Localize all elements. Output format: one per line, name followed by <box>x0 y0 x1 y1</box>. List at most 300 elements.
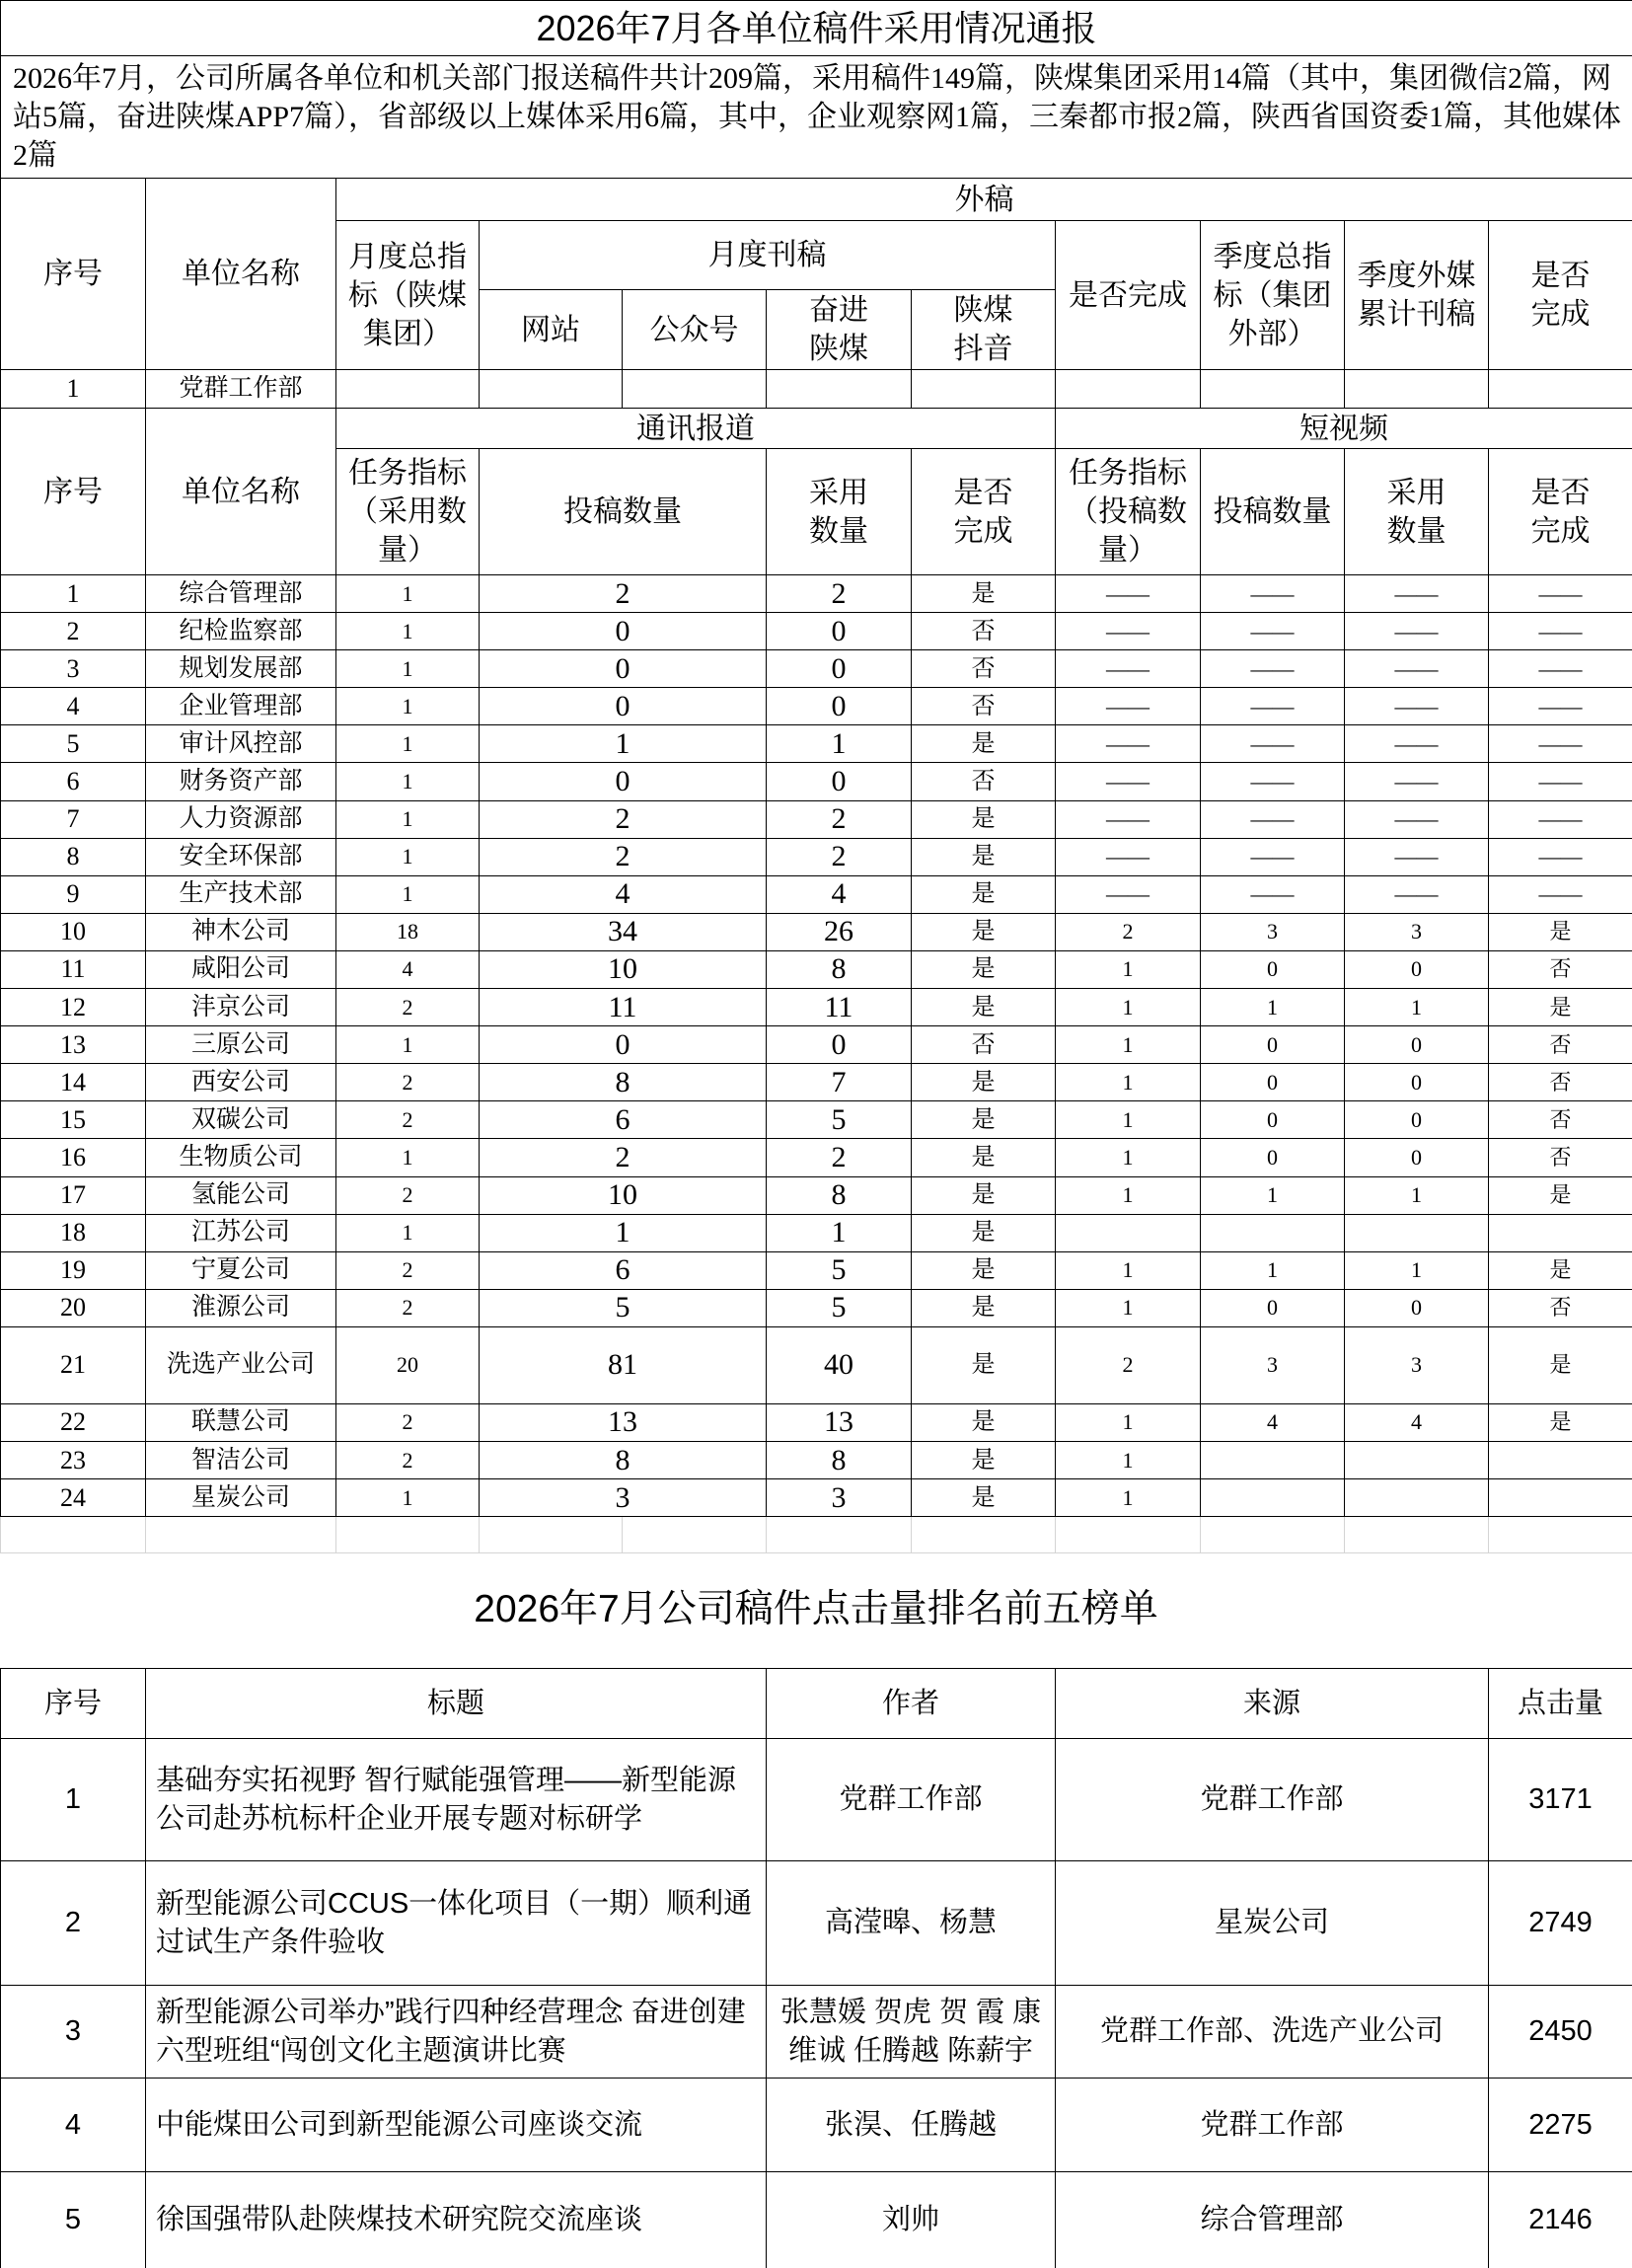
unit-row <box>1 838 1632 875</box>
empty-grid-row <box>1 1517 1632 1553</box>
video-submitted: 1 <box>1201 989 1345 1026</box>
news-adopted: 40 <box>767 1326 912 1403</box>
news-done: 是 <box>912 989 1056 1026</box>
article-title <box>146 2172 767 2268</box>
news-target: 2 <box>336 1289 480 1326</box>
video-submitted: —— <box>1201 650 1345 688</box>
article-author-text: 刘帅 <box>881 2204 939 2235</box>
video-submitted <box>1201 1479 1345 1517</box>
unit-name: 双碳公司 <box>146 1101 336 1139</box>
video-submitted: —— <box>1201 725 1345 763</box>
news-adopted: 26 <box>767 913 912 950</box>
article-source <box>1056 2079 1489 2172</box>
news-submitted: 5 <box>480 1289 767 1326</box>
header-quarter-target <box>1201 221 1345 370</box>
video-done: 否 <box>1489 1064 1632 1101</box>
news-submitted: 2 <box>480 575 767 613</box>
unit-name: 星炭公司 <box>146 1479 336 1517</box>
grid-cell <box>1345 1517 1489 1553</box>
video-target: 1 <box>1056 950 1201 988</box>
video-adopted <box>1345 1441 1489 1478</box>
unit-name: 生物质公司 <box>146 1139 336 1176</box>
row-number: 1 <box>1 370 146 409</box>
row-number: 12 <box>1 989 146 1026</box>
news-target: 1 <box>336 575 480 613</box>
header-unit: 单位名称 <box>146 409 336 575</box>
ranking-header-clicks: 点击量 <box>1489 1669 1632 1739</box>
unit-name: 西安公司 <box>146 1064 336 1101</box>
header-channel-douyin <box>912 290 1056 370</box>
unit-row <box>1 688 1632 725</box>
ranking-row <box>1 2079 1632 2172</box>
news-done: 是 <box>912 950 1056 988</box>
header-channel-website: 网站 <box>480 290 623 370</box>
header-unit: 单位名称 <box>146 179 336 370</box>
article-clicks: 2749 <box>1489 1861 1632 1986</box>
unit-row <box>1 1403 1632 1441</box>
news-submitted: 0 <box>480 650 767 688</box>
video-target: —— <box>1056 875 1201 913</box>
video-done: 否 <box>1489 1139 1632 1176</box>
ranking-header-seq: 序号 <box>1 1669 146 1739</box>
unit-row <box>1 1064 1632 1101</box>
video-adopted: 1 <box>1345 989 1489 1026</box>
news-target: 1 <box>336 725 480 763</box>
ranking-rows <box>1 1739 1632 2268</box>
news-submitted: 2 <box>480 1139 767 1176</box>
grid-cell <box>1201 1517 1345 1553</box>
video-target: 1 <box>1056 1176 1201 1214</box>
article-author-text: 高滢暤、杨慧 <box>824 1907 997 1938</box>
news-adopted: 5 <box>767 1251 912 1289</box>
news-submitted: 2 <box>480 800 767 838</box>
video-target: 2 <box>1056 1326 1201 1403</box>
news-submitted: 2 <box>480 838 767 875</box>
video-done: —— <box>1489 688 1632 725</box>
header-news-target <box>336 449 480 575</box>
header-monthly-target-text: 月度总指标（陕煤集团） <box>348 240 467 350</box>
rank-number: 1 <box>1 1739 146 1861</box>
video-target: 1 <box>1056 1139 1201 1176</box>
video-adopted: —— <box>1345 763 1489 800</box>
video-target <box>1056 1214 1201 1251</box>
unit-row <box>1 1326 1632 1403</box>
row-number: 1 <box>1 575 146 613</box>
row-number: 21 <box>1 1326 146 1403</box>
news-done: 是 <box>912 913 1056 950</box>
video-done: —— <box>1489 875 1632 913</box>
unit-row <box>1 1289 1632 1326</box>
external-row <box>1 370 1632 409</box>
news-done: 是 <box>912 1403 1056 1441</box>
news-adopted: 2 <box>767 838 912 875</box>
video-submitted: 0 <box>1201 1289 1345 1326</box>
video-target: 1 <box>1056 1403 1201 1441</box>
grid-cell <box>623 1517 767 1553</box>
rank-number: 2 <box>1 1861 146 1986</box>
news-submitted: 1 <box>480 1214 767 1251</box>
video-adopted: 0 <box>1345 1289 1489 1326</box>
summary-row <box>1 56 1632 179</box>
unit-name: 安全环保部 <box>146 838 336 875</box>
video-adopted: —— <box>1345 688 1489 725</box>
header-seq: 序号 <box>1 409 146 575</box>
video-done: 是 <box>1489 989 1632 1026</box>
grid-cell <box>480 1517 623 1553</box>
row-number: 7 <box>1 800 146 838</box>
article-title <box>146 1739 767 1861</box>
news-adopted: 8 <box>767 1441 912 1478</box>
ranking-header-title: 标题 <box>146 1669 767 1739</box>
video-submitted: 3 <box>1201 913 1345 950</box>
unit-row <box>1 1026 1632 1064</box>
video-done: 是 <box>1489 913 1632 950</box>
video-adopted: 0 <box>1345 1101 1489 1139</box>
row-number: 11 <box>1 950 146 988</box>
row-number: 19 <box>1 1251 146 1289</box>
video-target: 1 <box>1056 1026 1201 1064</box>
article-source-text: 党群工作部、洗选产业公司 <box>1099 2015 1444 2047</box>
video-done: 是 <box>1489 1403 1632 1441</box>
header-news-group: 通讯报道 <box>336 409 1056 449</box>
video-done: 否 <box>1489 950 1632 988</box>
news-done: 是 <box>912 1441 1056 1478</box>
news-adopted: 5 <box>767 1101 912 1139</box>
rank-number: 5 <box>1 2172 146 2268</box>
news-target: 1 <box>336 838 480 875</box>
news-target: 2 <box>336 1064 480 1101</box>
video-submitted: 3 <box>1201 1326 1345 1403</box>
video-adopted: 3 <box>1345 913 1489 950</box>
news-submitted: 10 <box>480 1176 767 1214</box>
unit-row <box>1 725 1632 763</box>
article-author <box>767 2079 1056 2172</box>
video-adopted: 1 <box>1345 1176 1489 1214</box>
video-done: —— <box>1489 763 1632 800</box>
empty-cell <box>912 370 1056 409</box>
video-done: —— <box>1489 725 1632 763</box>
unit-row <box>1 1214 1632 1251</box>
unit-name: 纪检监察部 <box>146 613 336 650</box>
video-submitted: —— <box>1201 575 1345 613</box>
unit-name: 人力资源部 <box>146 800 336 838</box>
article-title-text: 基础夯实拓视野 智行赋能强管理——新型能源公司赴苏杭标杆企业开展专题对标研学 <box>156 1764 737 1835</box>
article-source-text: 党群工作部 <box>1200 2108 1344 2141</box>
video-done: —— <box>1489 650 1632 688</box>
header-video-submitted: 投稿数量 <box>1201 449 1345 575</box>
news-adopted: 2 <box>767 1139 912 1176</box>
article-source <box>1056 2172 1489 2268</box>
news-adopted: 7 <box>767 1064 912 1101</box>
header-news-done <box>912 449 1056 575</box>
header-quarter-published <box>1345 221 1489 370</box>
unit-name: 咸阳公司 <box>146 950 336 988</box>
video-adopted <box>1345 1214 1489 1251</box>
row-number: 14 <box>1 1064 146 1101</box>
unit-row <box>1 1101 1632 1139</box>
empty-cell <box>336 370 480 409</box>
header-video-target <box>1056 449 1201 575</box>
ranking-header-row <box>1 1669 1632 1739</box>
row-number: 23 <box>1 1441 146 1478</box>
news-adopted: 0 <box>767 650 912 688</box>
unit-row <box>1 875 1632 913</box>
empty-cell <box>1201 370 1345 409</box>
header-monthly-done: 是否完成 <box>1056 221 1201 370</box>
news-target: 1 <box>336 1026 480 1064</box>
unit-row <box>1 1139 1632 1176</box>
video-done <box>1489 1479 1632 1517</box>
news-done: 否 <box>912 650 1056 688</box>
video-done: —— <box>1489 613 1632 650</box>
row-number: 9 <box>1 875 146 913</box>
news-done: 是 <box>912 1064 1056 1101</box>
video-target: —— <box>1056 688 1201 725</box>
news-done: 否 <box>912 763 1056 800</box>
news-done: 是 <box>912 575 1056 613</box>
news-done: 是 <box>912 725 1056 763</box>
video-done: 否 <box>1489 1026 1632 1064</box>
ranking-header-source: 来源 <box>1056 1669 1489 1739</box>
news-target: 2 <box>336 1251 480 1289</box>
header-video-adopted <box>1345 449 1489 575</box>
news-done: 是 <box>912 1214 1056 1251</box>
news-target: 20 <box>336 1326 480 1403</box>
video-adopted: 4 <box>1345 1403 1489 1441</box>
video-adopted: 0 <box>1345 1139 1489 1176</box>
ranking-row <box>1 1739 1632 1861</box>
news-done: 是 <box>912 1479 1056 1517</box>
header-channel-wechat: 公众号 <box>623 290 767 370</box>
header-monthly-target <box>336 221 480 370</box>
header-quarter-target-text: 季度总指标（集团外部） <box>1213 240 1332 350</box>
ranking-header-author: 作者 <box>767 1669 1056 1739</box>
summary-text: 2026年7月，公司所属各单位和机关部门报送稿件共计209篇，采用稿件149篇，陕煤集团采用14篇（其中，集团微信2篇，网站5篇，奋进陕煤APP7篇），省部级以上媒体采用6篇，其中，企业观察网1篇，三秦都市报2篇，陕西省国资委1篇，其他媒体2篇 <box>13 62 1622 172</box>
row-number: 2 <box>1 613 146 650</box>
news-adopted: 3 <box>767 1479 912 1517</box>
news-submitted: 6 <box>480 1251 767 1289</box>
row-number: 6 <box>1 763 146 800</box>
news-adopted: 1 <box>767 1214 912 1251</box>
unit-name: 洗选产业公司 <box>146 1326 336 1403</box>
header-channel-app-text: 奋进陕煤 <box>809 294 868 365</box>
news-target: 1 <box>336 800 480 838</box>
article-source <box>1056 1986 1489 2079</box>
video-target: —— <box>1056 800 1201 838</box>
header-video-target-text: 任务指标（投稿数量） <box>1069 457 1187 567</box>
news-done: 是 <box>912 1176 1056 1214</box>
unit-name: 智洁公司 <box>146 1441 336 1478</box>
unit-row <box>1 575 1632 613</box>
grid-cell <box>336 1517 480 1553</box>
video-target: 1 <box>1056 1289 1201 1326</box>
header-video-done-text: 是否完成 <box>1530 476 1591 548</box>
news-done: 否 <box>912 1026 1056 1064</box>
video-target: —— <box>1056 613 1201 650</box>
news-submitted: 10 <box>480 950 767 988</box>
header-quarter-published-text: 季度外媒累计刊稿 <box>1357 260 1476 331</box>
news-adopted: 5 <box>767 1289 912 1326</box>
video-target: —— <box>1056 838 1201 875</box>
unit-row <box>1 989 1632 1026</box>
news-adopted: 4 <box>767 875 912 913</box>
unit-row <box>1 613 1632 650</box>
news-submitted: 1 <box>480 725 767 763</box>
unit-name: 规划发展部 <box>146 650 336 688</box>
header-quarter-done-text: 是否完成 <box>1530 260 1591 331</box>
row-number: 24 <box>1 1479 146 1517</box>
unit-name: 企业管理部 <box>146 688 336 725</box>
news-adopted: 1 <box>767 725 912 763</box>
news-target: 2 <box>336 1403 480 1441</box>
unit-row <box>1 950 1632 988</box>
empty-cell <box>1345 370 1489 409</box>
grid-cell <box>1 1517 146 1553</box>
news-target: 1 <box>336 688 480 725</box>
unit-name: 氢能公司 <box>146 1176 336 1214</box>
report-title: 2026年7月各单位稿件采用情况通报 <box>1 1 1632 56</box>
ranking-row <box>1 1861 1632 1986</box>
video-target: —— <box>1056 575 1201 613</box>
empty-cell <box>767 370 912 409</box>
article-author <box>767 1739 1056 1861</box>
article-source-text: 党群工作部 <box>1200 1783 1344 1815</box>
news-done: 是 <box>912 838 1056 875</box>
header-seq: 序号 <box>1 179 146 370</box>
summary-cell <box>1 56 1632 179</box>
video-submitted: 0 <box>1201 1064 1345 1101</box>
unit-name: 财务资产部 <box>146 763 336 800</box>
header-news-submitted: 投稿数量 <box>480 449 767 575</box>
video-adopted: —— <box>1345 838 1489 875</box>
news-target: 1 <box>336 875 480 913</box>
news-target: 1 <box>336 1139 480 1176</box>
video-done: 是 <box>1489 1251 1632 1289</box>
news-submitted: 0 <box>480 1026 767 1064</box>
news-adopted: 0 <box>767 688 912 725</box>
news-submitted: 0 <box>480 688 767 725</box>
news-done: 否 <box>912 688 1056 725</box>
news-submitted: 11 <box>480 989 767 1026</box>
video-submitted: —— <box>1201 875 1345 913</box>
video-submitted: 0 <box>1201 950 1345 988</box>
row-number: 5 <box>1 725 146 763</box>
article-title-text: 新型能源公司CCUS一体化项目（一期）顺利通过试生产条件验收 <box>156 1887 753 1958</box>
video-adopted: 0 <box>1345 1026 1489 1064</box>
news-target: 2 <box>336 1441 480 1478</box>
video-done <box>1489 1441 1632 1478</box>
header-channel-app <box>767 290 912 370</box>
article-title <box>146 1986 767 2079</box>
empty-cell <box>623 370 767 409</box>
video-target: 2 <box>1056 913 1201 950</box>
video-adopted: —— <box>1345 575 1489 613</box>
header-external-group: 外稿 <box>336 179 1632 221</box>
rank-number: 3 <box>1 1986 146 2079</box>
news-adopted: 2 <box>767 800 912 838</box>
news-done: 是 <box>912 800 1056 838</box>
video-submitted: 1 <box>1201 1176 1345 1214</box>
news-submitted: 3 <box>480 1479 767 1517</box>
row-number: 20 <box>1 1289 146 1326</box>
unit-row <box>1 800 1632 838</box>
video-adopted: —— <box>1345 613 1489 650</box>
news-target: 1 <box>336 763 480 800</box>
video-adopted: —— <box>1345 725 1489 763</box>
unit-row <box>1 1441 1632 1478</box>
external-header-row-1 <box>1 179 1632 221</box>
video-submitted: —— <box>1201 613 1345 650</box>
video-target: 1 <box>1056 1251 1201 1289</box>
news-target: 1 <box>336 613 480 650</box>
video-done: —— <box>1489 575 1632 613</box>
news-done: 否 <box>912 613 1056 650</box>
news-done: 是 <box>912 1139 1056 1176</box>
header-news-target-text: 任务指标（采用数量） <box>348 457 467 567</box>
video-target: 1 <box>1056 1479 1201 1517</box>
news-submitted: 34 <box>480 913 767 950</box>
grid-cell <box>912 1517 1056 1553</box>
row-number: 13 <box>1 1026 146 1064</box>
video-target: 1 <box>1056 1101 1201 1139</box>
header-video-group: 短视频 <box>1056 409 1632 449</box>
video-adopted: 3 <box>1345 1326 1489 1403</box>
unit-name: 综合管理部 <box>146 575 336 613</box>
unit-row <box>1 1251 1632 1289</box>
unit-name: 淮源公司 <box>146 1289 336 1326</box>
article-title-text: 中能煤田公司到新型能源公司座谈交流 <box>156 2108 643 2141</box>
article-author-text: 张慧媛 贺虎 贺 霞 康维诚 任腾越 陈薪宇 <box>779 1996 1042 2067</box>
article-source-text: 综合管理部 <box>1200 2204 1344 2235</box>
news-target: 2 <box>336 989 480 1026</box>
video-submitted: —— <box>1201 800 1345 838</box>
news-adopted: 0 <box>767 613 912 650</box>
news-submitted: 81 <box>480 1326 767 1403</box>
video-submitted: 1 <box>1201 1251 1345 1289</box>
video-target: —— <box>1056 763 1201 800</box>
news-adopted: 0 <box>767 763 912 800</box>
unit-row <box>1 650 1632 688</box>
news-adopted: 13 <box>767 1403 912 1441</box>
article-title-text: 新型能源公司举办”践行四种经营理念 奋进创建六型班组“闯创文化主题演讲比赛 <box>156 1996 746 2067</box>
ranking-title: 2026年7月公司稿件点击量排名前五榜单 <box>474 1588 1158 1630</box>
grid-cell <box>146 1517 336 1553</box>
video-adopted: —— <box>1345 875 1489 913</box>
header-video-adopted-text: 采用数量 <box>1386 476 1447 548</box>
header-video-done <box>1489 449 1632 575</box>
video-done: —— <box>1489 800 1632 838</box>
video-done: 否 <box>1489 1101 1632 1139</box>
row-number: 4 <box>1 688 146 725</box>
row-number: 16 <box>1 1139 146 1176</box>
video-submitted: 0 <box>1201 1139 1345 1176</box>
article-author <box>767 1986 1056 2079</box>
unit-row <box>1 1176 1632 1214</box>
news-done: 是 <box>912 1251 1056 1289</box>
article-source-text: 星炭公司 <box>1214 1907 1329 1938</box>
video-done <box>1489 1214 1632 1251</box>
video-submitted: —— <box>1201 688 1345 725</box>
unit-name: 神木公司 <box>146 913 336 950</box>
news-submitted: 8 <box>480 1064 767 1101</box>
news-done: 是 <box>912 1101 1056 1139</box>
news-target: 4 <box>336 950 480 988</box>
unit-name: 生产技术部 <box>146 875 336 913</box>
unit-rows <box>1 575 1632 1517</box>
rank-number: 4 <box>1 2079 146 2172</box>
article-source <box>1056 1739 1489 1861</box>
video-submitted: —— <box>1201 838 1345 875</box>
